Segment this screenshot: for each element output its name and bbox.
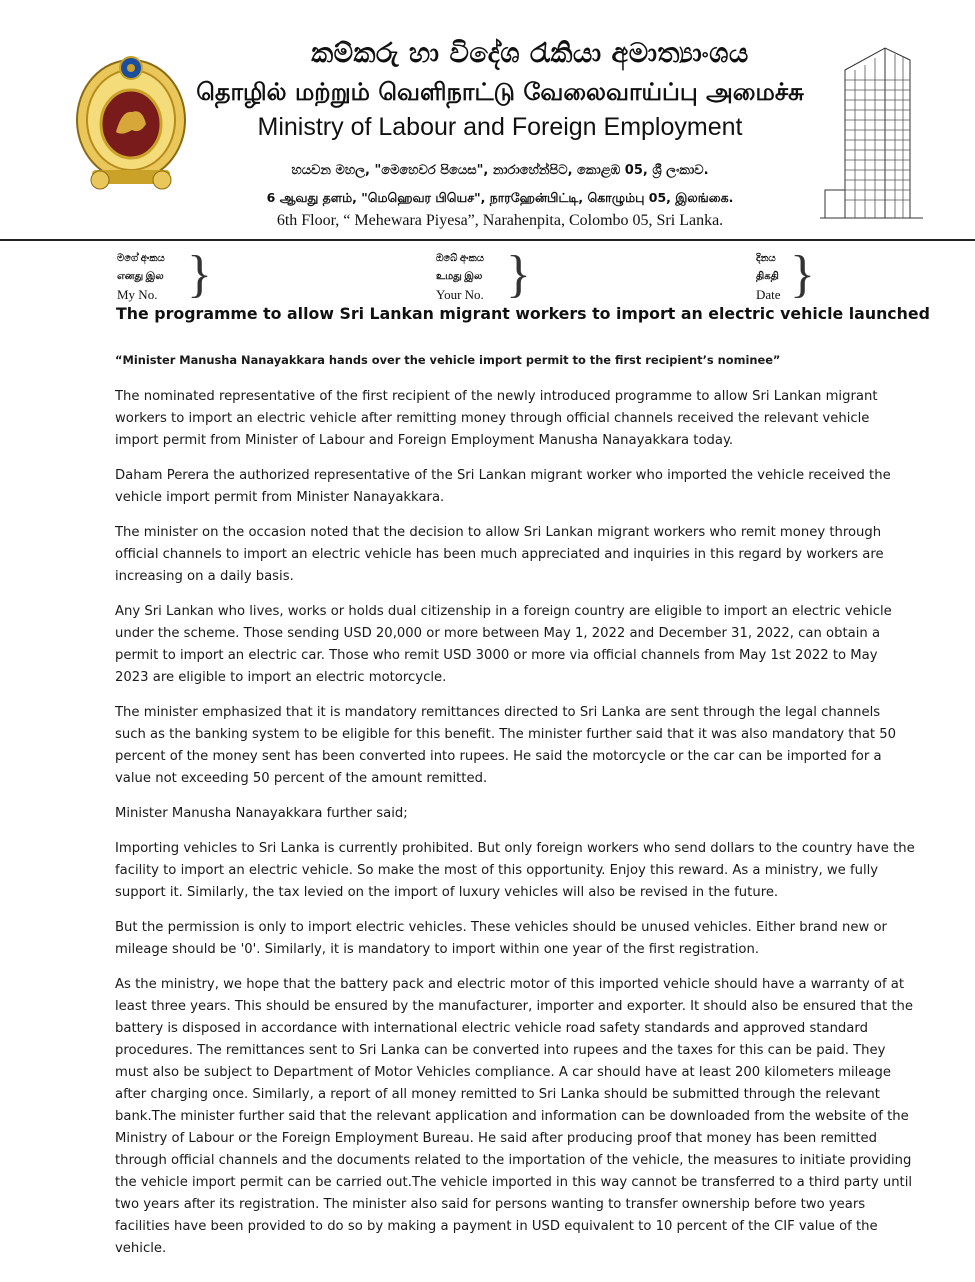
paragraph: Any Sri Lankan who lives, works or holds dual citizenship in a foreign country are eligible to import an electric vehicle under the scheme. Those sending USD 20,000 or more between May 1, 2022 and December 31, 2022, can obtain a permit to import an electric car. Those who remit USD 3000 or more via official channels from May 1st 2022 to May 2023 are eligible to import an electric motorcycle. bbox=[115, 604, 892, 685]
your-number-field bbox=[436, 246, 531, 304]
brace-icon: } bbox=[506, 246, 531, 303]
address-sinhala: හයවන මහල, "මෙහෙවර පියෙස", නාරාහේන්පිට, කොළඹ 05, ශ්‍රී ලංකාව. bbox=[291, 163, 709, 178]
your-number-label-en: Your No. bbox=[436, 287, 484, 302]
header-divider bbox=[0, 239, 975, 241]
paragraph: The minister on the occasion noted that the decision to allow Sri Lankan migrant workers who remit money through official channels to import an electric vehicle has been much appreciated and inquiries in this regard by workers are increasing on a daily basis. bbox=[115, 525, 884, 584]
your-number-label-si: ඔබේ අංකය bbox=[436, 253, 484, 264]
ministry-name-english: Ministry of Labour and Foreign Employment bbox=[257, 113, 743, 141]
address-tamil: 6 ஆவது தளம், "மெஹெவர பியெச", நாரஹேன்பிட்டி, கொழும்பு 05, இலங்கை. bbox=[266, 190, 734, 205]
state-emblem-icon bbox=[72, 52, 190, 202]
address-english: 6th Floor, “ Mehewara Piyesa”, Narahenpita, Colombo 05, Sri Lanka. bbox=[276, 212, 724, 229]
date-field bbox=[756, 246, 815, 304]
subtitle-quote: “Minister Manusha Nanayakkara hands over the vehicle import permit to the first recipient’s nominee” bbox=[115, 353, 781, 367]
paragraph: As the ministry, we hope that the battery pack and electric motor of this imported vehicle should have a warranty of at least three years. This should be ensured by the manufacturer, importer and exporter. It should also be ensured that the battery is disposed in accordance with international electric vehicle road safety standards and approved standard procedures. The remittances sent to Sri Lanka can be converted into rupees and the taxes for this can be paid. They must also be subject to Department of Motor Vehicles compliance. A car should have at least 200 kilometers mileage after charging once. Similarly, a report of all money remitted to Sri Lanka should be submitted through the relevant bank.The minister further said that the relevant application and information can be downloaded from the website of the Ministry of Labour or the Foreign Employment Bureau. He said after producing proof that money has been remitted through official channels and the documents related to the importation of the vehicle, the measures to initiate providing the vehicle import permit can be carried out.The vehicle imported in this way cannot be transferred to a third party until two years after its registration. The minister also said for persons wanting to transfer ownership before two years facilities have been provided to do so by making a payment in USD equivalent to 10 percent of the CIF value of the vehicle. bbox=[115, 977, 913, 1256]
document-title: The programme to allow Sri Lankan migrant workers to import an electric vehicle launched bbox=[116, 304, 930, 323]
date-label-ta: திகதி bbox=[756, 271, 779, 282]
paragraph: Importing vehicles to Sri Lanka is currently prohibited. But only foreign workers who send dollars to the country have the facility to import an electric vehicle. So make the most of this opportunity. Enjoy this reward. As a ministry, we fully support it. Similarly, the tax levied on the import of luxury vehicles will also be revised in the future. bbox=[115, 841, 915, 900]
my-number-label-si: මගේ අංකය bbox=[117, 253, 165, 264]
my-number-field bbox=[117, 246, 212, 304]
your-number-label-ta: உமது இல bbox=[436, 271, 483, 282]
paragraph: Daham Perera the authorized representative of the Sri Lankan migrant worker who imported the vehicle received the vehicle import permit from Minister Nanayakkara. bbox=[115, 468, 891, 505]
ministry-name-sinhala: කම්කරු හා විදේශ රැකියා අමාත්‍යාංශය bbox=[311, 38, 749, 69]
document-body bbox=[115, 349, 915, 1273]
paragraph: The nominated representative of the first recipient of the newly introduced programme to allow Sri Lankan migrant workers to import an electric vehicle after remitting money through official channels received the relevant vehicle import permit from Minister of Labour and Foreign Employment Manusha Nanayakkara today. bbox=[115, 389, 878, 448]
my-number-label-ta: எனது இல bbox=[117, 271, 164, 282]
brace-icon: } bbox=[790, 246, 815, 303]
date-label-en: Date bbox=[756, 287, 781, 302]
ministry-name-tamil: தொழில் மற்றும் வெளிநாட்டு வேலைவாய்ப்பு அமைச்சு bbox=[196, 78, 804, 106]
paragraph: But the permission is only to import electric vehicles. These vehicles should be unused vehicles. Either brand new or mileage should be '0'. Similarly, it is mandatory to import within one year of the first registration. bbox=[115, 920, 887, 957]
paragraph: The minister emphasized that it is mandatory remittances directed to Sri Lanka are sent through the legal channels such as the banking system to be eligible for this benefit. The minister further said that it was also mandatory that 50 percent of the money sent has been converted into rupees. He said the motorcycle or the car can be imported for a value not exceeding 50 percent of the amount remitted. bbox=[115, 705, 897, 786]
date-label-si: දිනය bbox=[756, 253, 776, 264]
paragraph: Minister Manusha Nanayakkara further said; bbox=[115, 806, 408, 821]
building-icon bbox=[815, 40, 925, 225]
my-number-label-en: My No. bbox=[117, 287, 158, 302]
brace-icon: } bbox=[187, 246, 212, 303]
letterhead bbox=[0, 0, 975, 242]
